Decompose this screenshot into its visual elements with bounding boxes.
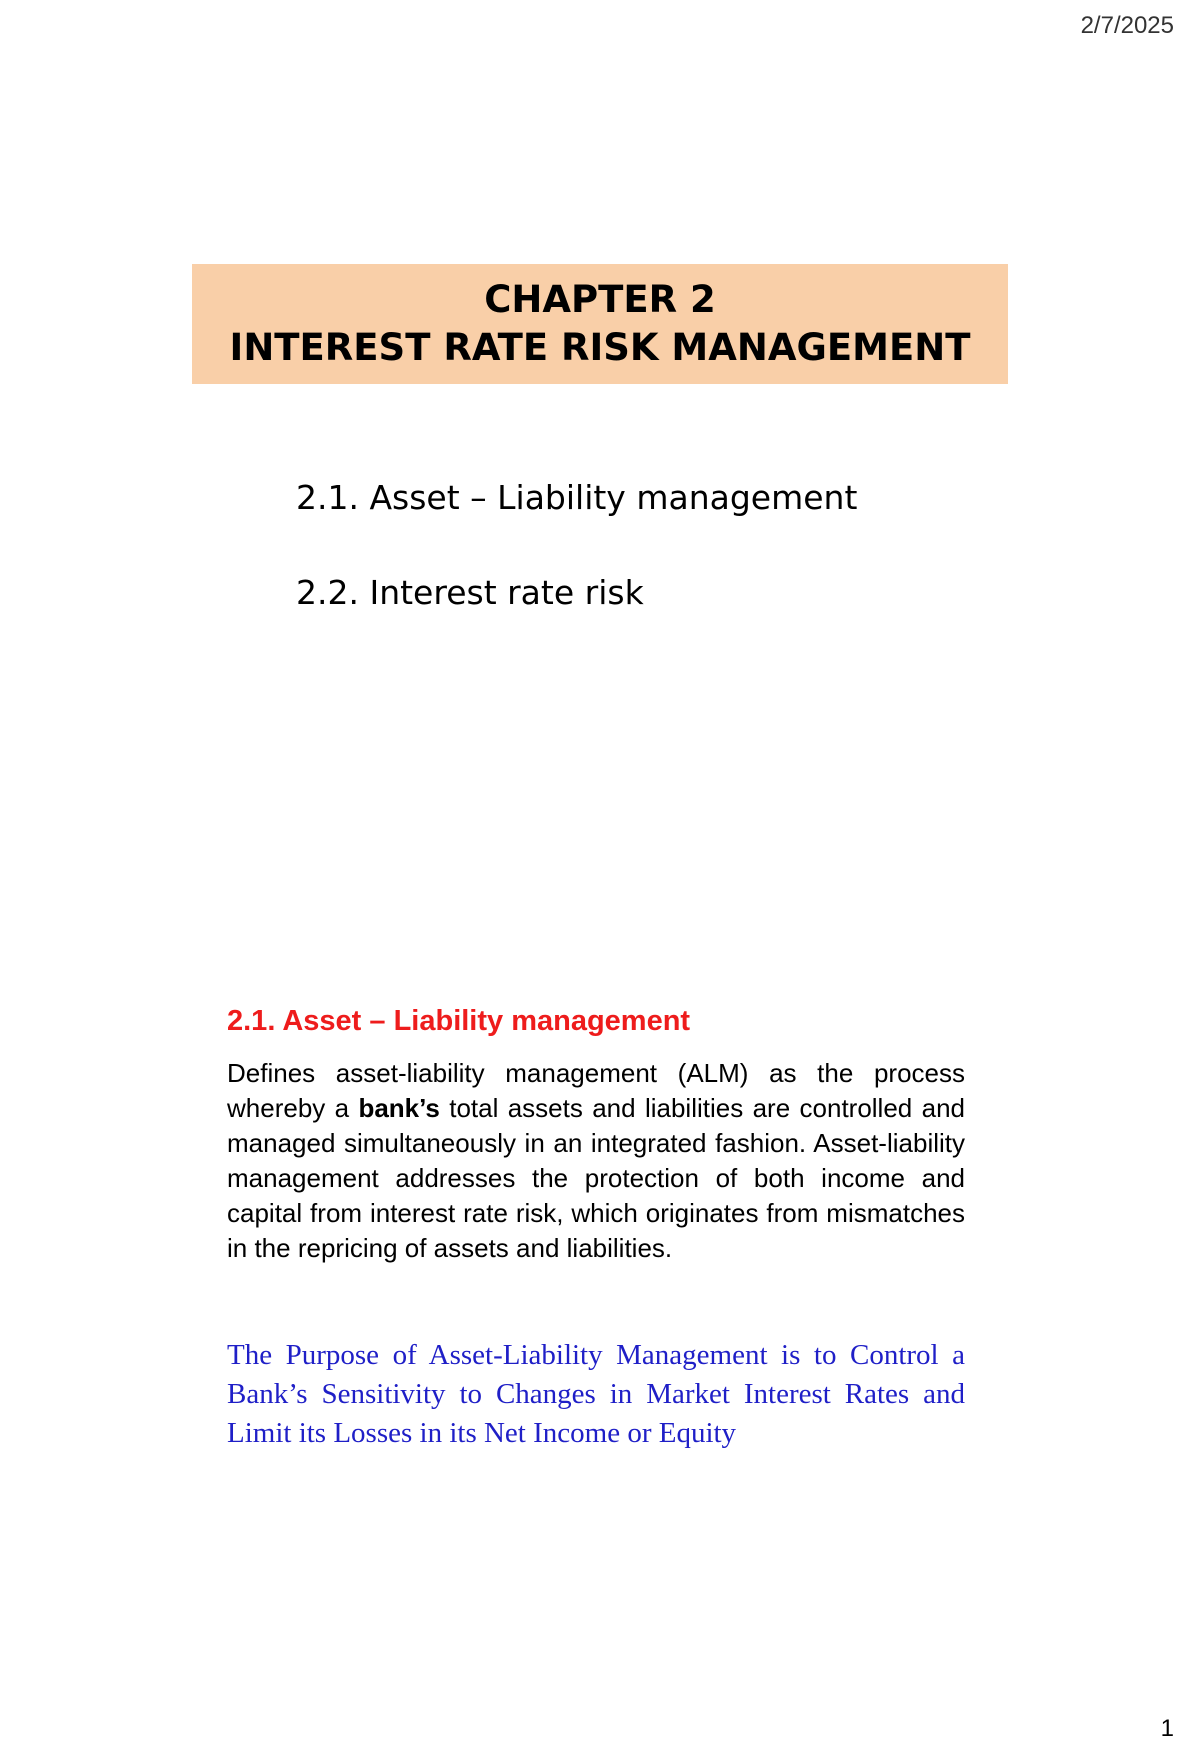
- slide-1: [0, 0, 1200, 870]
- table-of-contents: [296, 474, 857, 664]
- definition-bold-word: bank’s: [358, 1093, 440, 1123]
- alm-definition-paragraph: [227, 1056, 965, 1266]
- toc-item-2-2: 2.2. Interest rate risk: [296, 573, 644, 612]
- alm-purpose-statement: The Purpose of Asset-Liability Management is to Control a Bank’s Sensitivity to Changes in Market Interest Rates and Limit its Losses in its Net Income or Equity: [227, 1339, 965, 1449]
- chapter-number: CHAPTER 2: [484, 278, 716, 321]
- definition-text-end: total assets and liabilities are controlled and managed simultaneously in an integrated fashion. Asset-liability management addresses the protection of both income and capital from interest rate risk, which originates from mismatches in the repricing of assets and liabilities.: [227, 1093, 965, 1263]
- page-number: 1: [1160, 1715, 1174, 1742]
- definition-text-start: Defines asset-liability management (ALM) as the process whereby a: [227, 1058, 965, 1123]
- page-date: 2/7/2025: [1080, 12, 1174, 39]
- chapter-title: INTEREST RATE RISK MANAGEMENT: [229, 326, 971, 369]
- chapter-title-box: [192, 264, 1008, 384]
- slide-2: [0, 870, 1200, 1757]
- section-heading: 2.1. Asset – Liability management: [227, 1005, 691, 1037]
- toc-item-2-1: 2.1. Asset – Liability management: [296, 478, 858, 517]
